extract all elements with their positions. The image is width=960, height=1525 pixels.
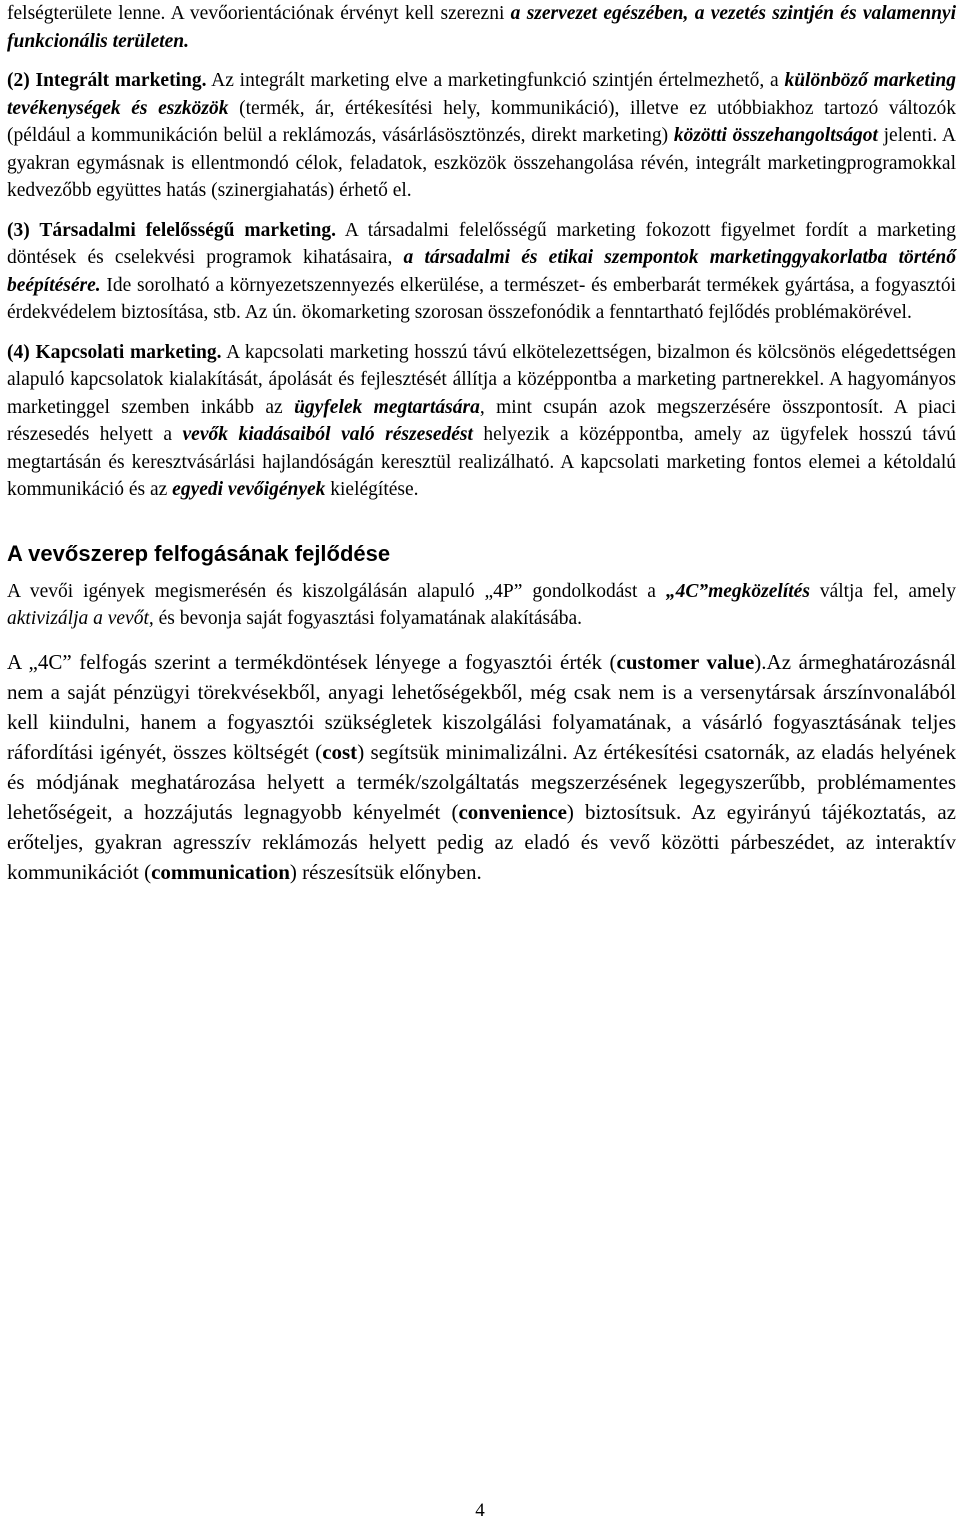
body-text: A vevői igények megismerésén és kiszolgálásán alapuló „4P” gondolkodást a — [7, 580, 666, 602]
italic-text: aktivizálja a vevőt, — [7, 608, 154, 629]
emphasis-text: különböző marketing tevékenységek és eszközök — [7, 70, 956, 119]
section-heading: (2) Integrált marketing. — [7, 70, 207, 91]
paragraph-4p-4c — [7, 578, 956, 633]
chapter-heading: A vevőszerep felfogásának fejlődése — [7, 540, 391, 566]
body-text: A társadalmi felelősségű marketing fokozott figyelmet fordít a marketing döntések és cselekvési programok kihatásaira, — [7, 219, 957, 268]
emphasis-text: közötti összehangoltságot — [673, 125, 878, 146]
body-text: kielégítése. — [325, 479, 419, 500]
section-social-responsibility-marketing — [7, 217, 956, 327]
emphasis-text: ügyfelek megtartására — [294, 396, 480, 418]
document-page — [7, 0, 956, 887]
body-text: A kapcsolati marketing hosszú távú elkötelezettségen, bizalmon és kölcsönös elégedettségen alapuló kapcsolatok kialakítását, ápolását és fejlesztését állítja a középpontba a marketing partnerekkel. A hagyományos marketinggel szemben inkább az — [7, 341, 956, 418]
body-text: (termék, ár, értékesítési hely, kommunikáció), illetve ez utóbbiakhoz tartozó változók (például a kommunikáción belül a reklámozás, vásárlásösztönzés, direkt marketing) — [7, 97, 956, 146]
bold-term: communication — [151, 859, 290, 884]
intro-emphasis: a szervezet egészében, a vezetés szintjén és valamennyi funkcionális területen. — [7, 3, 956, 52]
section-heading: (3) Társadalmi felelősségű marketing. — [7, 219, 336, 241]
body-text: helyezik a középpontba, amely az ügyfelek hosszú távú megtartásán és keresztvásárlási hajlandóságán keresztül realizálható. A kapcsolati marketing fontos elemei a kétoldalú kommunikáció és az — [7, 424, 956, 500]
body-text: váltja fel, amely — [809, 580, 956, 602]
bold-term: cost — [322, 739, 358, 764]
page-number: 4 — [475, 1500, 485, 1521]
emphasis-text: egyedi vevőigények — [172, 479, 326, 500]
emphasis-text: „4C”megközelítés — [665, 580, 810, 602]
section-relationship-marketing — [7, 339, 956, 504]
paragraph-4c-explanation — [7, 647, 956, 887]
emphasis-text: a társadalmi és etikai szempontok marketinggyakorlatba történő beépítésére. — [7, 247, 956, 296]
body-text: , mint csupán azok megszerzésére összpontosít. A piaci részesedés helyett a — [7, 396, 956, 445]
body-text: és bevonja saját fogyasztási folyamatának alakításába. — [153, 608, 583, 629]
body-text: Ide sorolható a környezetszennyezés elkerülése, a természet- és emberbarát termékek gyártása, a fogyasztói érdekvédelem biztosítása, stb. Az ún. ökomarketing szorosan összefonódik a fenntartható fejlődés problémakörével. — [7, 274, 956, 323]
body-text: ) biztosítsuk. Az egyirányú tájékoztatás, az erőteljes, gyakran agresszív reklámozás helyett pedig az eladó és vevő közötti párbeszédet, az interaktív kommunikációt ( — [7, 799, 956, 884]
section-heading: (4) Kapcsolati marketing. — [7, 341, 222, 363]
intro-paragraph — [7, 0, 956, 55]
bold-term: convenience — [458, 799, 567, 824]
intro-text: felségterülete lenne. A vevőorientációnak érvényt kell szerezni — [7, 3, 511, 24]
body-text: jelenti. A gyakran egymásnak is ellentmondó célok, feladatok, eszközök összehangolása révén, integrált marketingprogramokkal kedvezőbb együttes hatás (szinergiahatás) érhető el. — [7, 125, 956, 201]
body-text: ) segítsük minimalizálni. Az értékesítési csatornák, az eladás helyének és módjának meghatározása helyett a termék/szolgáltatás megszerzésének legegyszerűbb, problémamentes lehetőségeit, a hozzájutás legnagyobb kényelmét ( — [7, 739, 957, 824]
body-text: A „4C” felfogás szerint a termékdöntések lényege a fogyasztói érték ( — [7, 649, 617, 674]
body-text: Az integrált marketing elve a marketingfunkció szintjén értelmezhető, a — [206, 70, 785, 91]
emphasis-text: vevők kiadásaiból való részesedést — [182, 424, 473, 445]
bold-term: customer value — [616, 649, 755, 674]
section-integrated-marketing — [7, 67, 956, 205]
body-text: ) részesítsük előnyben. — [289, 859, 482, 884]
body-text: ).Az ármeghatározásnál nem a saját pénzügyi törekvésekből, anyagi lehetőségekből, még csak nem is a versenytársak árszínvonalából kell kiindulni, hanem a fogyasztói szükségletek kiszolgálási folyamatának, a vásárló fogyasztásának teljes ráfordítási igényét, összes költségét ( — [7, 649, 956, 764]
